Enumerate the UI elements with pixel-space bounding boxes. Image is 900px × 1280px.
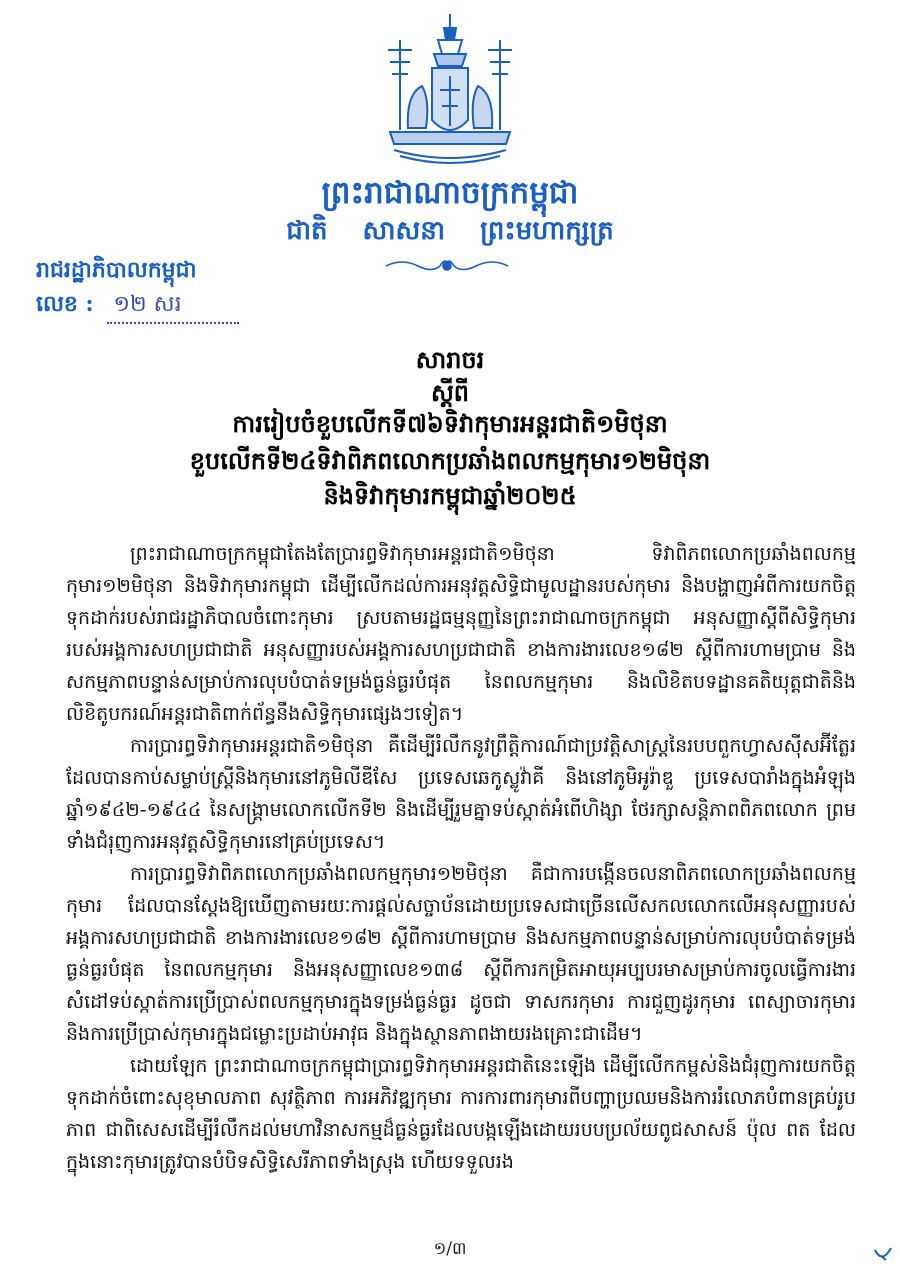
initial-mark-icon (872, 1244, 894, 1266)
reference-label: លេខ : (36, 291, 94, 317)
subject-label: ស្តីពី (430, 379, 470, 407)
kingdom-title: ព្រះរាជាណាចក្រកម្ពុជា (321, 175, 579, 211)
issuing-government: រាជរដ្ឋាភិបាលកម្ពុជា (36, 257, 197, 283)
body-paragraph: ការប្រារព្ធទិវាពិភពលោកប្រឆាំងពលកម្មកុមារ១២មិថុនា គឺជាការបង្កើនចលនាពិភពលោកប្រឆាំងពលកម្មកុមារ ដែលបានស្តែងឱ្យឃើញតាមរយៈការផ្តល់សច្ចាប័នដោយប្រទេសជាច្រើនលើសកលលោកលើអនុសញ្ញារបស់អង្គការសហប្រជាជាតិ ខាងការងារលេខ១៨២ ស្តីពីការហាមប្រាម និងសកម្មភាពបន្ទាន់សម្រាប់ការលុបបំបាត់ទម្រង់ធ្ងន់ធ្ងរបំផុត នៃពលកម្មកុមារ និងអនុសញ្ញាលេខ១៣៨ ស្តីពីការកម្រិតអាយុអប្បបរមាសម្រាប់ការចូលធ្វើការងារ សំដៅទប់ស្កាត់ការប្រើប្រាស់ពលកម្មកុមារក្នុងទម្រង់ធ្ងន់ធ្ងរ ដូចជា ទាសករកុមារ ការជួញដូរកុមារ ពេស្យាចារកុមារ និងការប្រើប្រាស់កុមារក្នុងជម្លោះប្រដាប់អាវុធ និងក្នុងស្ថានភាពងាយរងគ្រោះជាដើម។ (66, 863, 856, 1045)
body-paragraph: ព្រះរាជាណាចក្រកម្ពុជាតែងតែប្រារព្ធទិវាកុមារអន្តរជាតិ១មិថុនា ទិវាពិភពលោកប្រឆាំងពលកម្មកុមារ១២មិថុនា និងទិវាកុមារកម្ពុជា ដើម្បីលើកដល់ការអនុវត្តសិទ្ធិជាមូលដ្ឋានរបស់កុមារ និងបង្ហាញអំពីការយកចិត្តទុកដាក់របស់រាជរដ្ឋាភិបាលចំពោះកុមារ ស្របតាមរដ្ឋធម្មនុញ្ញនៃព្រះរាជាណាចក្រកម្ពុជា អនុសញ្ញាស្តីពីសិទ្ធិកុមាររបស់អង្គការសហប្រជាជាតិ អនុសញ្ញារបស់អង្គការសហប្រជាជាតិ ខាងការងារលេខ១៨២ ស្តីពីការហាមប្រាម និងសកម្មភាពបន្ទាន់សម្រាប់ការលុបបំបាត់ទម្រង់ធ្ងន់ធ្ងរបំផុត នៃពលកម្មកុមារ និងលិខិតបទដ្ឋានគតិយុត្តជាតិនិងលិខិតូបករណ៍អន្តរជាតិពាក់ព័ន្ធនឹងសិទ្ធិកុមារផ្សេងៗទៀត។ (66, 543, 856, 725)
reference-number: ១២ សរ (107, 290, 239, 324)
reference-line (36, 290, 239, 324)
royal-coat-of-arms-icon (360, 10, 540, 170)
subject-line-1: ការរៀបចំខួបលើកទី៧៦ទិវាកុមារអន្តរជាតិ១មិថុនា (232, 410, 668, 438)
subject-line-3: និងទិវាកុមារកម្ពុជាឆ្នាំ២០២៥ (323, 482, 577, 510)
decorative-ornament-icon (382, 255, 512, 277)
document-body (66, 538, 856, 1178)
subject-line-2: ខួបលើកទី២៤ទិវាពិភពលោកប្រឆាំងពលកម្មកុមារ១២មិថុនា (189, 447, 711, 475)
document-type: សារាចរ (415, 346, 485, 374)
body-paragraph: ការប្រារព្ធទិវាកុមារអន្តរជាតិ១មិថុនា គឺដើម្បីរំលឹកនូវព្រឹត្តិការណ៍ជាប្រវត្តិសាស្ត្រនៃរបបពួកហ្វាសស៊ីសអ៊ីត្លែរដែលបានកាប់សម្លាប់ស្ត្រីនិងកុមារនៅភូមិលីឌីសែ ប្រទេសឆេកូស្លូវ៉ាគី និងនៅភូមិអូរ៉ាឌួ ប្រទេសបារាំងក្នុងអំឡុងឆ្នាំ១៩៤២-១៩៤៤ នៃសង្គ្រាមលោកលើកទី២ និងដើម្បីរួមគ្នាទប់ស្កាត់អំពើហិង្សា ថែរក្សាសន្តិភាពពិភពលោក ព្រមទាំងជំរុញការអនុវត្តសិទ្ធិកុមារនៅគ្រប់ប្រទេស។ (66, 735, 856, 853)
page-number: ១/៣ (433, 1239, 467, 1259)
national-motto: ជាតិ សាសនា ព្រះមហាក្សត្រ (286, 216, 614, 246)
body-paragraph: ដោយឡែក ព្រះរាជាណាចក្រកម្ពុជាប្រារព្ធទិវាកុមារអន្តរជាតិនេះឡើង ដើម្បីលើកកម្ពស់និងជំរុញការយកចិត្តទុកដាក់ចំពោះសុខុមាលភាព សុវត្ថិភាព ការអភិវឌ្ឍកុមារ ការការពារកុមារពីបញ្ហាប្រឈមនិងការរំលោភបំពានគ្រប់រូបភាព ជាពិសេសដើម្បីរំលឹកដល់មហាវិនាសកម្មដ៏ធ្ងន់ធ្ងរដែលបង្កឡើងដោយរបបប្រល័យពូជសាសន៍ ប៉ុល ពត ដែលក្នុងនោះកុមារត្រូវបានបំបិទសិទ្ធិសេរីភាពទាំងស្រុង ហើយទទួលរង (66, 1055, 856, 1173)
